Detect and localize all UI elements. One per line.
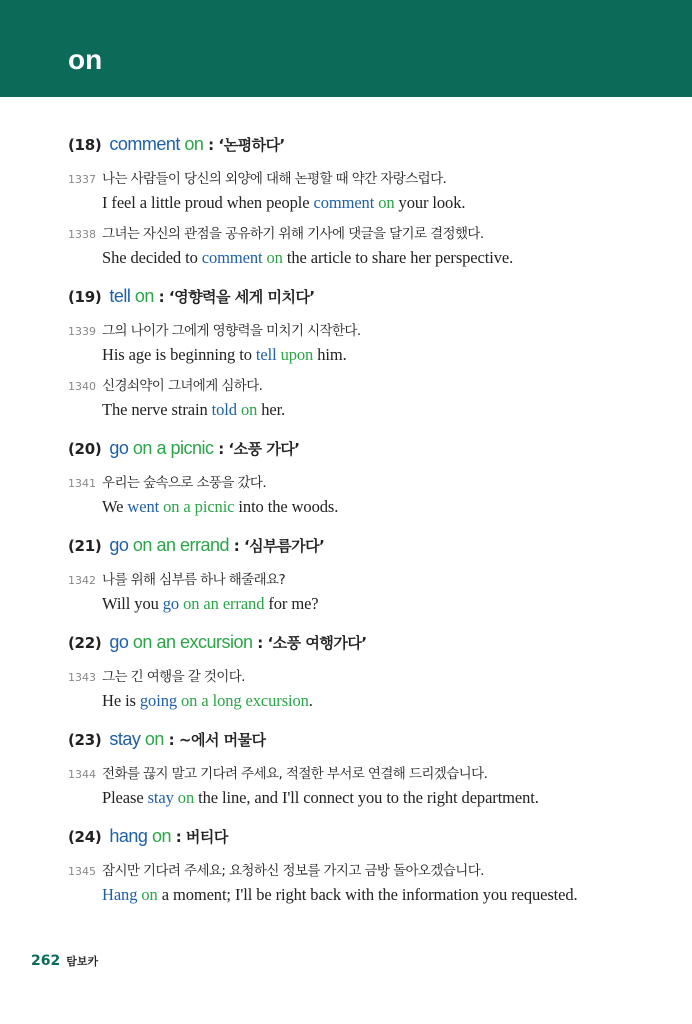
- expression-section: [68, 436, 668, 519]
- expression-heading: [68, 727, 668, 753]
- expression-phrase: [109, 826, 171, 846]
- sentence-part: him.: [313, 345, 347, 364]
- expression-phrase: [109, 632, 252, 652]
- expression-section: [68, 533, 668, 616]
- english-sentence: [68, 495, 668, 519]
- example-number: 1343: [68, 671, 96, 684]
- phrase-part: stay: [109, 729, 145, 749]
- expression-meaning: : ‘논평하다’: [203, 136, 285, 154]
- korean-sentence: [68, 223, 668, 246]
- example-number: 1339: [68, 325, 96, 338]
- sentence-part: comment: [201, 248, 267, 267]
- expression-heading: [68, 132, 668, 158]
- chapter-title: on: [68, 44, 103, 75]
- sentence-part: Hang: [102, 885, 142, 904]
- expression-number: (23): [68, 731, 102, 749]
- expression-section: [68, 284, 668, 422]
- page-footer: [31, 953, 98, 969]
- example: [68, 223, 668, 270]
- phrase-part: on a picnic: [132, 438, 214, 458]
- expression-heading: [68, 824, 668, 850]
- korean-sentence: [68, 666, 668, 689]
- korean-sentence: [68, 763, 668, 786]
- phrase-part: on: [134, 286, 154, 306]
- sentence-part: on: [141, 885, 158, 904]
- example-number: 1340: [68, 380, 96, 393]
- english-sentence: [68, 343, 668, 367]
- expression-meaning: : ‘소풍 여행가다’: [252, 634, 367, 652]
- korean-text: 그녀는 자신의 관점을 공유하기 위해 기사에 댓글을 달기로 결정했다.: [102, 226, 484, 242]
- expression-section: [68, 824, 668, 907]
- expression-meaning: : ‘영향력을 세게 미치다’: [153, 288, 315, 306]
- expression-number: (21): [68, 537, 102, 555]
- english-sentence: [68, 883, 668, 907]
- sentence-part: He is: [102, 691, 140, 710]
- expression-phrase: [109, 729, 164, 749]
- expression-number: (18): [68, 136, 102, 154]
- sentence-part: going: [139, 691, 182, 710]
- sentence-part: went: [127, 497, 164, 516]
- korean-sentence: [68, 569, 668, 592]
- sentence-part: She decided to: [102, 248, 202, 267]
- expression-heading: [68, 630, 668, 656]
- sentence-part: comment: [313, 193, 379, 212]
- expression-meaning: : ‘소풍 가다’: [213, 440, 300, 458]
- korean-text: 그의 나이가 그에게 영향력을 미치기 시작한다.: [102, 323, 361, 339]
- korean-sentence: [68, 860, 668, 883]
- sentence-part: your look.: [394, 193, 466, 212]
- korean-sentence: [68, 320, 668, 343]
- sentence-part: stay: [147, 788, 178, 807]
- example: [68, 569, 668, 616]
- expression-section: [68, 132, 668, 270]
- korean-text: 나를 위해 심부름 하나 해줄래요?: [102, 572, 286, 588]
- sentence-part: go: [162, 594, 184, 613]
- phrase-part: on: [151, 826, 171, 846]
- phrase-part: on: [144, 729, 164, 749]
- phrase-part: go: [109, 632, 133, 652]
- english-sentence: [68, 592, 668, 616]
- example: [68, 763, 668, 810]
- korean-sentence: [68, 168, 668, 191]
- phrase-part: on an errand: [132, 535, 229, 555]
- phrase-part: on: [184, 134, 204, 154]
- korean-text: 나는 사람들이 당신의 외양에 대해 논평할 때 약간 자랑스럽다.: [102, 171, 447, 187]
- english-sentence: [68, 689, 668, 713]
- sentence-part: the line, and I'll connect you to the right department.: [194, 788, 539, 807]
- expression-section: [68, 630, 668, 713]
- sentence-part: on: [240, 400, 258, 419]
- phrase-part: comment: [109, 134, 185, 154]
- english-sentence: [68, 786, 668, 810]
- example-number: 1345: [68, 865, 96, 878]
- phrase-part: hang: [109, 826, 152, 846]
- sentence-part: I feel a little proud when people: [102, 193, 314, 212]
- expression-meaning: : ~에서 머물다: [163, 731, 266, 749]
- sentence-part: a moment; I'll be right back with the information you requested.: [157, 885, 578, 904]
- example: [68, 472, 668, 519]
- expression-heading: [68, 533, 668, 559]
- expression-phrase: [109, 286, 154, 306]
- example: [68, 320, 668, 367]
- korean-text: 잠시만 기다려 주세요; 요청하신 정보를 가지고 금방 돌아오겠습니다.: [102, 863, 484, 879]
- example: [68, 860, 668, 907]
- phrase-part: go: [109, 535, 133, 555]
- chapter-header: [0, 0, 692, 97]
- sentence-part: the article to share her perspective.: [282, 248, 514, 267]
- sentence-part: Please: [102, 788, 148, 807]
- korean-sentence: [68, 472, 668, 495]
- expression-section: [68, 727, 668, 810]
- sentence-part: her.: [257, 400, 286, 419]
- sentence-part: on: [378, 193, 395, 212]
- english-sentence: [68, 246, 668, 270]
- sentence-part: told: [211, 400, 241, 419]
- expression-phrase: [109, 438, 213, 458]
- expression-heading: [68, 436, 668, 462]
- sentence-part: on an errand: [183, 594, 265, 613]
- example: [68, 168, 668, 215]
- phrase-part: go: [109, 438, 133, 458]
- sentence-part: The nerve strain: [102, 400, 212, 419]
- sentence-part: for me?: [264, 594, 319, 613]
- korean-text: 전화를 끊지 말고 기다려 주세요, 적절한 부서로 연결해 드리겠습니다.: [102, 766, 488, 782]
- expression-meaning: : 버티다: [170, 828, 228, 846]
- expression-phrase: [109, 134, 203, 154]
- example: [68, 375, 668, 422]
- expression-phrase: [109, 535, 229, 555]
- example-number: 1344: [68, 768, 96, 781]
- sentence-part: on: [177, 788, 195, 807]
- sentence-part: on: [266, 248, 283, 267]
- sentence-part: into the woods.: [234, 497, 339, 516]
- example-number: 1342: [68, 574, 96, 587]
- sentence-part: His age is beginning to: [102, 345, 256, 364]
- expression-number: (19): [68, 288, 102, 306]
- korean-text: 그는 긴 여행을 갈 것이다.: [102, 669, 245, 685]
- expression-number: (20): [68, 440, 102, 458]
- content: [68, 132, 668, 921]
- sentence-part: on a picnic: [163, 497, 235, 516]
- expression-heading: [68, 284, 668, 310]
- page-number: 262: [31, 953, 61, 969]
- expression-number: (22): [68, 634, 102, 652]
- expression-number: (24): [68, 828, 102, 846]
- sentence-part: Will you: [102, 594, 163, 613]
- example: [68, 666, 668, 713]
- korean-sentence: [68, 375, 668, 398]
- english-sentence: [68, 398, 668, 422]
- book-title: 탐보카: [66, 955, 99, 968]
- example-number: 1337: [68, 173, 96, 186]
- expression-meaning: : ‘심부름가다’: [229, 537, 325, 555]
- sentence-part: tell: [255, 345, 281, 364]
- example-number: 1338: [68, 228, 96, 241]
- example-number: 1341: [68, 477, 96, 490]
- phrase-part: tell: [109, 286, 135, 306]
- sentence-part: on a long excursion: [181, 691, 309, 710]
- phrase-part: on an excursion: [132, 632, 253, 652]
- sentence-part: upon: [280, 345, 314, 364]
- korean-text: 신경쇠약이 그녀에게 심하다.: [102, 378, 263, 394]
- sentence-part: .: [308, 691, 313, 710]
- english-sentence: [68, 191, 668, 215]
- sentence-part: We: [102, 497, 128, 516]
- korean-text: 우리는 숲속으로 소풍을 갔다.: [102, 475, 267, 491]
